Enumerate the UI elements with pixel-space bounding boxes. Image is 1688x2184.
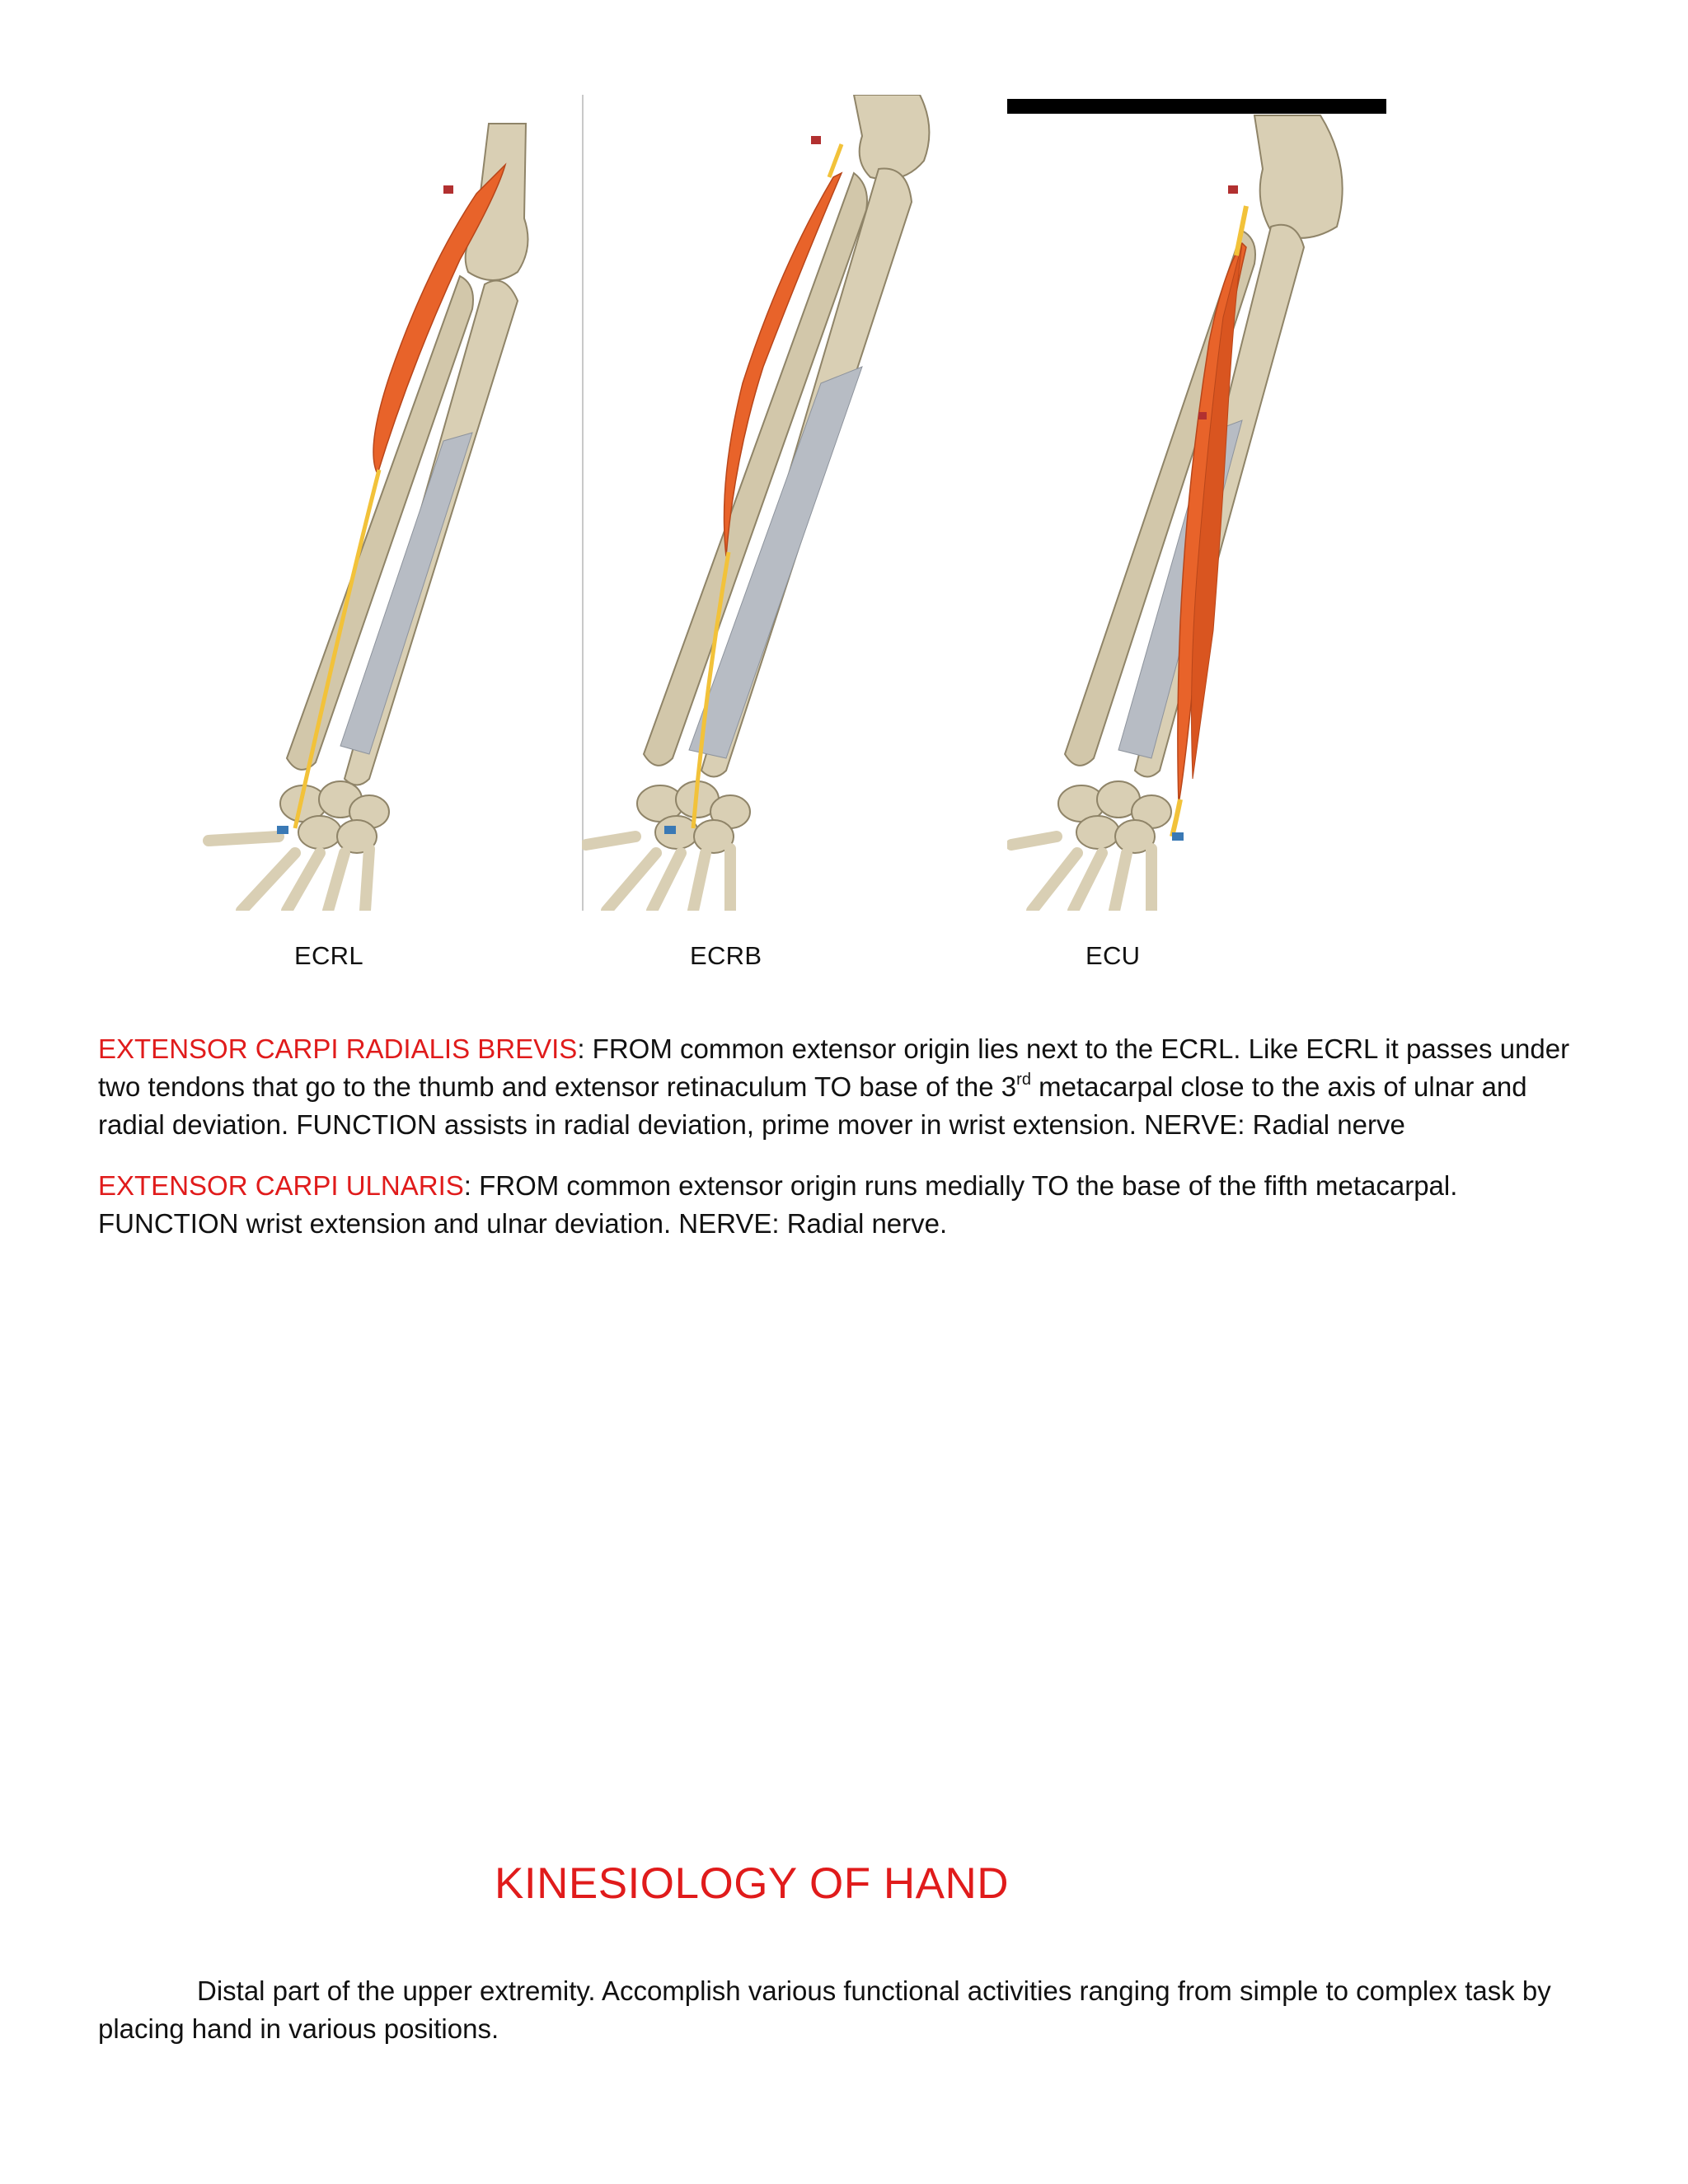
ecrb-text-b: metacarpal close to the axis of ulnar and radial deviation. FUNCTION assists in radial deviation, prime mover in wrist extension. NERVE: Radial nerve — [98, 1071, 1527, 1140]
ecu-caption: ECU — [1085, 941, 1141, 970]
humerus-bone — [1254, 115, 1343, 238]
insertion-marker — [277, 826, 288, 834]
insertion-marker — [1172, 832, 1184, 841]
ecrb-figure — [582, 95, 978, 911]
origin-marker — [1228, 185, 1238, 194]
ecu-term: EXTENSOR CARPI ULNARIS — [98, 1170, 464, 1201]
origin-marker — [443, 185, 453, 194]
carpal-bones — [1058, 781, 1171, 853]
ecrb-description — [98, 1030, 1590, 1144]
insertion-marker — [664, 826, 676, 834]
ecrl-figure — [196, 95, 530, 911]
ecrl-forearm-illustration — [196, 95, 530, 911]
ecu-description — [98, 1167, 1590, 1243]
ordinal-superscript: rd — [1016, 1071, 1031, 1089]
origin-marker — [811, 136, 821, 144]
kinesiology-heading: KINESIOLOGY OF HAND — [495, 1859, 1010, 1908]
kinesiology-description — [98, 1972, 1590, 2048]
ecrb-text-a: : FROM common extensor origin lies next to the ECRL. Like ECRL it passes under two tendons that go to the thumb and extensor retinaculum TO base of the 3 — [98, 1033, 1570, 1102]
ecu-forearm-illustration — [1007, 95, 1382, 911]
finger-bones — [209, 837, 369, 911]
humerus-bone — [854, 95, 929, 180]
ecrl-caption: ECRL — [294, 941, 363, 970]
kinesiology-text: Distal part of the upper extremity. Accomplish various functional activities ranging from simple to complex task by placing hand in various positions. — [98, 1975, 1551, 2044]
ecrb-term: EXTENSOR CARPI RADIALIS BREVIS — [98, 1033, 578, 1064]
ecu-text: : FROM common extensor origin runs medially TO the base of the fifth metacarpal. FUNCTION wrist extension and ulnar deviation. NERVE: Radial nerve. — [98, 1170, 1458, 1239]
ecrb-caption: ECRB — [690, 941, 762, 970]
ecu-figure — [1007, 95, 1382, 911]
ecrb-forearm-illustration — [582, 95, 978, 911]
origin-marker-secondary — [1198, 412, 1207, 419]
